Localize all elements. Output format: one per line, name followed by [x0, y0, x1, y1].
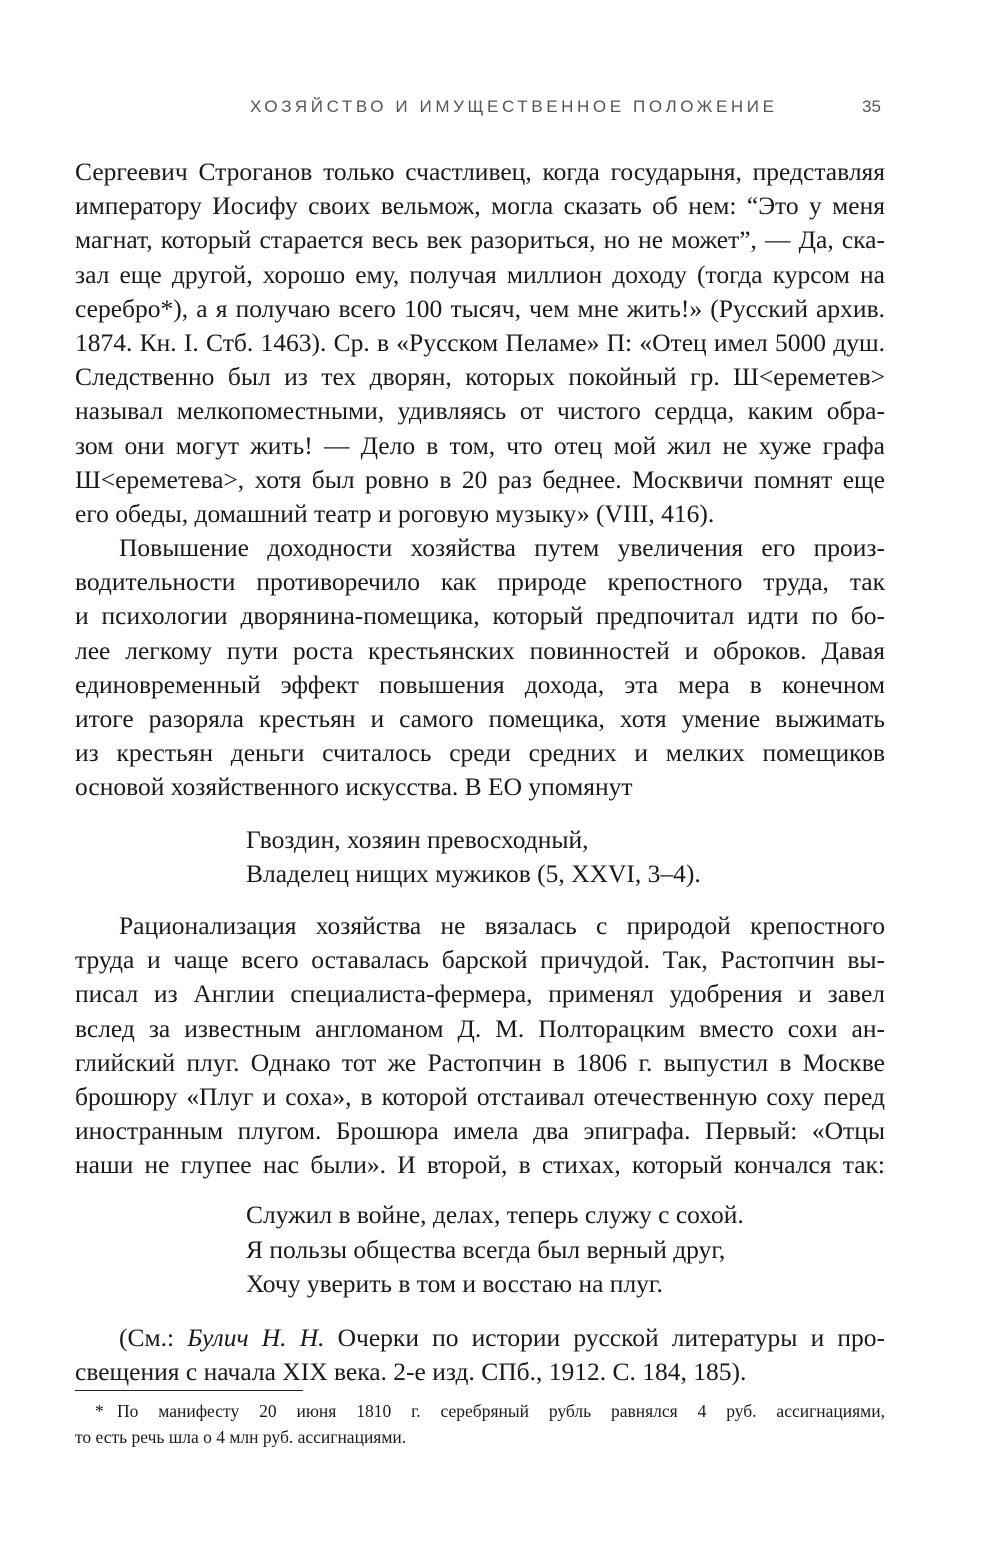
- footnote-line: то есть речь шла о 4 млн руб. ассигнациями.: [75, 1427, 407, 1447]
- paragraph-2: [75, 531, 885, 805]
- verse-line: Гвоздин, хозяин превосходный,: [246, 824, 589, 854]
- verse-line: Хочу уверить в том и восстаю на плуг.: [246, 1268, 663, 1298]
- paragraph-1: [75, 155, 885, 531]
- text-line: водительности противоречило как природе крепостного труда, так: [75, 567, 885, 597]
- text-line: Следственно был из тех дворян, которых покойный гр. Ш<ереметев>: [75, 362, 885, 392]
- text-line: и психологии дворянина-помещика, который предпочитал идти по бо-: [75, 601, 885, 631]
- verse-quote-1: [246, 823, 885, 891]
- text-line: императору Иосифу своих вельмож, могла сказать об нем: “Это у меня: [75, 191, 885, 221]
- verse-line: Я пользы общества всегда был верный друг,: [246, 1234, 726, 1264]
- text-line: [75, 1321, 885, 1355]
- footnote-line: [75, 1398, 885, 1424]
- text-line: 1874. Кн. I. Стб. 1463). Ср. в «Русском Пеламе» П: «Отец имел 5000 душ.: [75, 327, 885, 357]
- text-line: труда и чаще всего оставалась барской причудой. Так, Растопчин вы-: [75, 945, 885, 975]
- text-line: наши не глупее нас были». И второй, в стихах, который кончался так:: [75, 1150, 885, 1180]
- footnote-divider: [75, 1390, 303, 1391]
- citation-author: Булич Н. Н.: [187, 1323, 325, 1352]
- text-line: писал из Англии специалиста-фермера, применял удобрения и завел: [75, 979, 885, 1009]
- citation-open: (См.:: [119, 1323, 188, 1352]
- footnote-marker: *: [95, 1401, 104, 1421]
- paragraph-4: [75, 1321, 885, 1389]
- text-line: вслед за известным англоманом Д. М. Полторацким вместо сохи ан-: [75, 1013, 885, 1043]
- citation-title: Очерки по истории русской литературы и про-: [324, 1323, 885, 1352]
- verse-line: Служил в войне, делах, теперь служу с сохой.: [246, 1200, 744, 1230]
- verse-quote-2: [246, 1198, 885, 1301]
- page-number: 35: [862, 97, 881, 116]
- text-line: Ш<ереметева>, хотя был ровно в 20 раз беднее. Москвичи помнят еще: [75, 464, 885, 494]
- text-line: итоге разоряла крестьян и самого помещика, хотя умение выжимать: [75, 704, 885, 733]
- paragraph-3: [75, 909, 885, 1183]
- text-line: магнат, который старается весь век разориться, но не может”, — Да, ска-: [75, 225, 885, 255]
- text-line: Повышение доходности хозяйства путем увеличения его произ-: [119, 533, 885, 563]
- footnote: [75, 1398, 885, 1450]
- running-title: ХОЗЯЙСТВО И ИМУЩЕСТВЕННОЕ ПОЛОЖЕНИЕ: [250, 97, 778, 116]
- text-line: его обеды, домашний театр и роговую музыку» (VIII, 416).: [75, 498, 715, 528]
- text-line: зом они могут жить! — Дело в том, что отец мой жил не хуже графа: [75, 430, 885, 460]
- main-text: [75, 155, 885, 1389]
- text-line: иностранным плугом. Брошюра имела два эпиграфа. Первый: «Отцы: [75, 1116, 885, 1146]
- footnote-text: По манифесту 20 июня 1810 г. серебряный рубль равнялся 4 руб. ассигнациями,: [117, 1401, 885, 1421]
- text-line: глийский плуг. Однако тот же Растопчин в 1806 г. выпустил в Москве: [75, 1047, 885, 1077]
- text-line: основой хозяйственного искусства. В ЕО упомянут: [75, 772, 633, 802]
- text-line: серебро*), а я получаю всего 100 тысяч, чем мне жить!» (Русский архив.: [75, 293, 885, 323]
- text-line: единовременный эффект повышения дохода, эта мера в конечном: [75, 669, 885, 699]
- verse-line: Владелец нищих мужиков (5, XXVI, 3–4).: [246, 858, 701, 888]
- text-line: Сергеевич Строганов только счастливец, когда государыня, представляя: [75, 157, 885, 186]
- text-line: лее легкому пути роста крестьянских повинностей и оброков. Давая: [75, 635, 885, 665]
- text-line: называл мелкопоместными, удивляясь от чистого сердца, каким обра-: [75, 396, 885, 426]
- text-line: свещения с начала XIX века. 2-е изд. СПб., 1912. С. 184, 185).: [75, 1357, 747, 1387]
- text-line: брошюру «Плуг и соха», в которой отстаивал отечественную соху перед: [75, 1081, 885, 1111]
- text-line: Рационализация хозяйства не вязалась с природой крепостного: [119, 910, 885, 940]
- text-line: зал еще другой, хорошо ему, получая миллион доходу (тогда курсом на: [75, 259, 885, 289]
- text-line: из крестьян деньги считалось среди средних и мелких помещиков: [75, 738, 885, 768]
